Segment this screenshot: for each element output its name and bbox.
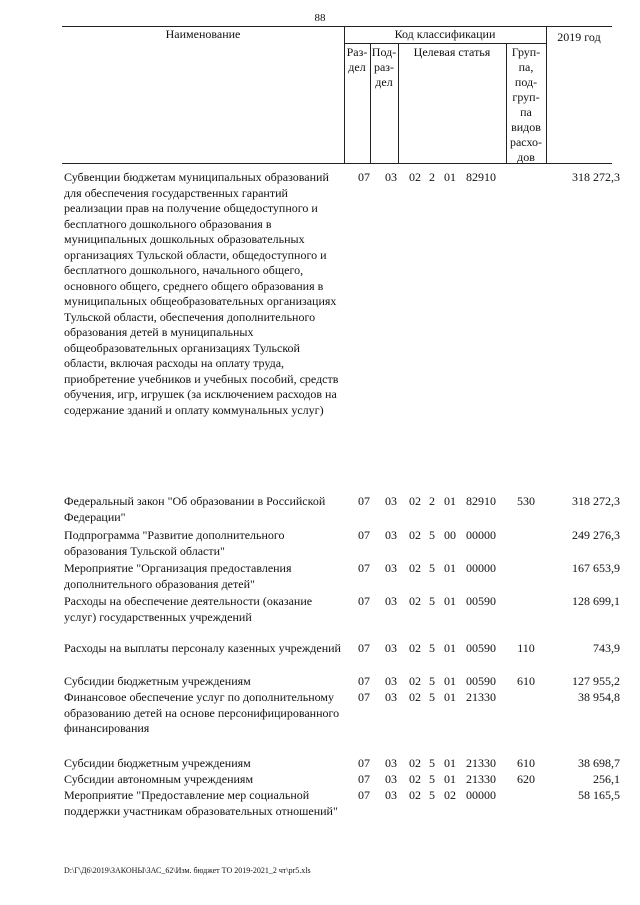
- row-code-t1: 02: [409, 641, 421, 655]
- row-code-g: 530: [517, 494, 535, 508]
- row-value: 58 165,5: [578, 788, 620, 802]
- row-code-t3: 01: [444, 594, 456, 608]
- header-year: 2019 год: [557, 30, 601, 44]
- row-value: 127 955,2: [572, 674, 620, 688]
- row-code-t3: 01: [444, 690, 456, 704]
- row-code-p: 03: [385, 772, 397, 786]
- row-code-t1: 02: [409, 788, 421, 802]
- row-name: Финансовое обеспечение услуг по дополнительному образованию детей на основе персонифицированного финансирования: [64, 690, 340, 735]
- row-code-p: 03: [385, 170, 397, 184]
- row-name: Федеральный закон "Об образовании в Российской Федерации": [64, 494, 326, 524]
- row-code-t2: 5: [429, 641, 435, 655]
- row-code-t1: 02: [409, 494, 421, 508]
- row-code-r: 07: [358, 756, 370, 770]
- row-code-t4: 82910: [466, 170, 496, 184]
- row-code-t2: 5: [429, 690, 435, 704]
- row-code-t3: 01: [444, 494, 456, 508]
- row-code-t1: 02: [409, 772, 421, 786]
- row-code-r: 07: [358, 772, 370, 786]
- row-code-t1: 02: [409, 674, 421, 688]
- row-value: 318 272,3: [572, 494, 620, 508]
- row-name: Субвенции бюджетам муниципальных образований для обеспечения государственных гарантий реализации прав на получение общедоступного и бесплатного дошкольного образования в муниципальных дошкольных образовательных организациях Тульской области, общедоступного и бесплатного дошкольного, начального общего, основного общего, среднего общего образования в муниципальных общеобразовательных организациях Тульской области, обеспечения дополнительного образования детей в муниципальных общеобразовательных организациях Тульской области, включая расходы на оплату труда, приобретение учебников и учебных пособий, средств обучения, игр, игрушек (за исключением расходов на содержание зданий и оплату коммунальных услуг): [64, 170, 339, 417]
- row-code-p: 03: [385, 561, 397, 575]
- row-code-t2: 5: [429, 594, 435, 608]
- row-value: 256,1: [593, 772, 620, 786]
- row-name: Мероприятие "Организация предоставления дополнительного образования детей": [64, 561, 292, 591]
- row-code-t4: 00590: [466, 594, 496, 608]
- row-name: Расходы на выплаты персоналу казенных учреждений: [64, 641, 341, 655]
- row-code-t2: 5: [429, 674, 435, 688]
- row-code-t3: 01: [444, 772, 456, 786]
- row-code-t4: 00000: [466, 528, 496, 542]
- row-code-t1: 02: [409, 528, 421, 542]
- row-code-t1: 02: [409, 561, 421, 575]
- row-name: Мероприятие "Предоставление мер социальной поддержки участникам образовательных отношений": [64, 788, 338, 818]
- row-code-t3: 02: [444, 788, 456, 802]
- row-value: 128 699,1: [572, 594, 620, 608]
- header-razdel: Раз- дел: [346, 45, 368, 74]
- row-code-t3: 01: [444, 674, 456, 688]
- row-code-g: 610: [517, 756, 535, 770]
- row-code-g: 610: [517, 674, 535, 688]
- row-code-t2: 5: [429, 788, 435, 802]
- row-name: Субсидии автономным учреждениям: [64, 772, 254, 786]
- header-group: Груп- па, под- груп- па видов расхо- дов: [509, 45, 543, 164]
- row-code-p: 03: [385, 756, 397, 770]
- row-value: 38 698,7: [578, 756, 620, 770]
- row-code-g: 620: [517, 772, 535, 786]
- row-code-t2: 5: [429, 772, 435, 786]
- row-code-t1: 02: [409, 690, 421, 704]
- row-code-t2: 5: [429, 528, 435, 542]
- row-code-t4: 00000: [466, 561, 496, 575]
- row-code-r: 07: [358, 494, 370, 508]
- row-value: 38 954,8: [578, 690, 620, 704]
- row-code-t4: 21330: [466, 756, 496, 770]
- row-code-r: 07: [358, 528, 370, 542]
- row-name: Расходы на обеспечение деятельности (оказание услуг) государственных учреждений: [64, 594, 313, 624]
- row-code-p: 03: [385, 594, 397, 608]
- header-podrazdel: Под- раз- дел: [371, 45, 397, 89]
- row-code-r: 07: [358, 641, 370, 655]
- row-code-t4: 21330: [466, 772, 496, 786]
- row-code-t3: 01: [444, 756, 456, 770]
- row-code-t2: 5: [429, 756, 435, 770]
- row-code-t4: 00590: [466, 641, 496, 655]
- row-code-r: 07: [358, 170, 370, 184]
- row-code-t2: 2: [429, 494, 435, 508]
- row-code-t2: 2: [429, 170, 435, 184]
- row-value: 318 272,3: [572, 170, 620, 184]
- header-code: Код классификации: [394, 27, 496, 41]
- header-name: Наименование: [165, 27, 241, 41]
- header-target: Целевая статья: [413, 45, 491, 59]
- row-code-r: 07: [358, 594, 370, 608]
- row-name: Субсидии бюджетным учреждениям: [64, 756, 251, 770]
- row-code-t3: 01: [444, 641, 456, 655]
- row-code-p: 03: [385, 494, 397, 508]
- row-code-r: 07: [358, 690, 370, 704]
- row-code-t4: 00590: [466, 674, 496, 688]
- row-code-t1: 02: [409, 170, 421, 184]
- row-code-p: 03: [385, 641, 397, 655]
- row-value: 167 653,9: [572, 561, 620, 575]
- page-number: 88: [314, 12, 326, 24]
- row-value: 249 276,3: [572, 528, 620, 542]
- file-path: D:\Г\Д6\2019\ЗАКОНЫ\ЗАС_62\Изм. бюджет ТО 2019-2021_2 чт\pr5.xls: [64, 866, 311, 875]
- row-name: Подпрограмма "Развитие дополнительного образования Тульской области": [64, 528, 285, 558]
- row-code-r: 07: [358, 561, 370, 575]
- row-code-t3: 01: [444, 561, 456, 575]
- table-header: [62, 26, 612, 164]
- row-code-t1: 02: [409, 756, 421, 770]
- row-code-p: 03: [385, 528, 397, 542]
- row-code-t3: 01: [444, 170, 456, 184]
- row-code-t4: 21330: [466, 690, 496, 704]
- row-code-t4: 82910: [466, 494, 496, 508]
- row-name: Субсидии бюджетным учреждениям: [64, 674, 251, 688]
- row-code-g: 110: [517, 641, 535, 655]
- row-value: 743,9: [593, 641, 620, 655]
- row-code-t3: 00: [444, 528, 456, 542]
- row-code-t2: 5: [429, 561, 435, 575]
- row-code-p: 03: [385, 788, 397, 802]
- row-code-t1: 02: [409, 594, 421, 608]
- row-code-p: 03: [385, 674, 397, 688]
- row-code-p: 03: [385, 690, 397, 704]
- row-code-t4: 00000: [466, 788, 496, 802]
- row-code-r: 07: [358, 788, 370, 802]
- row-code-r: 07: [358, 674, 370, 688]
